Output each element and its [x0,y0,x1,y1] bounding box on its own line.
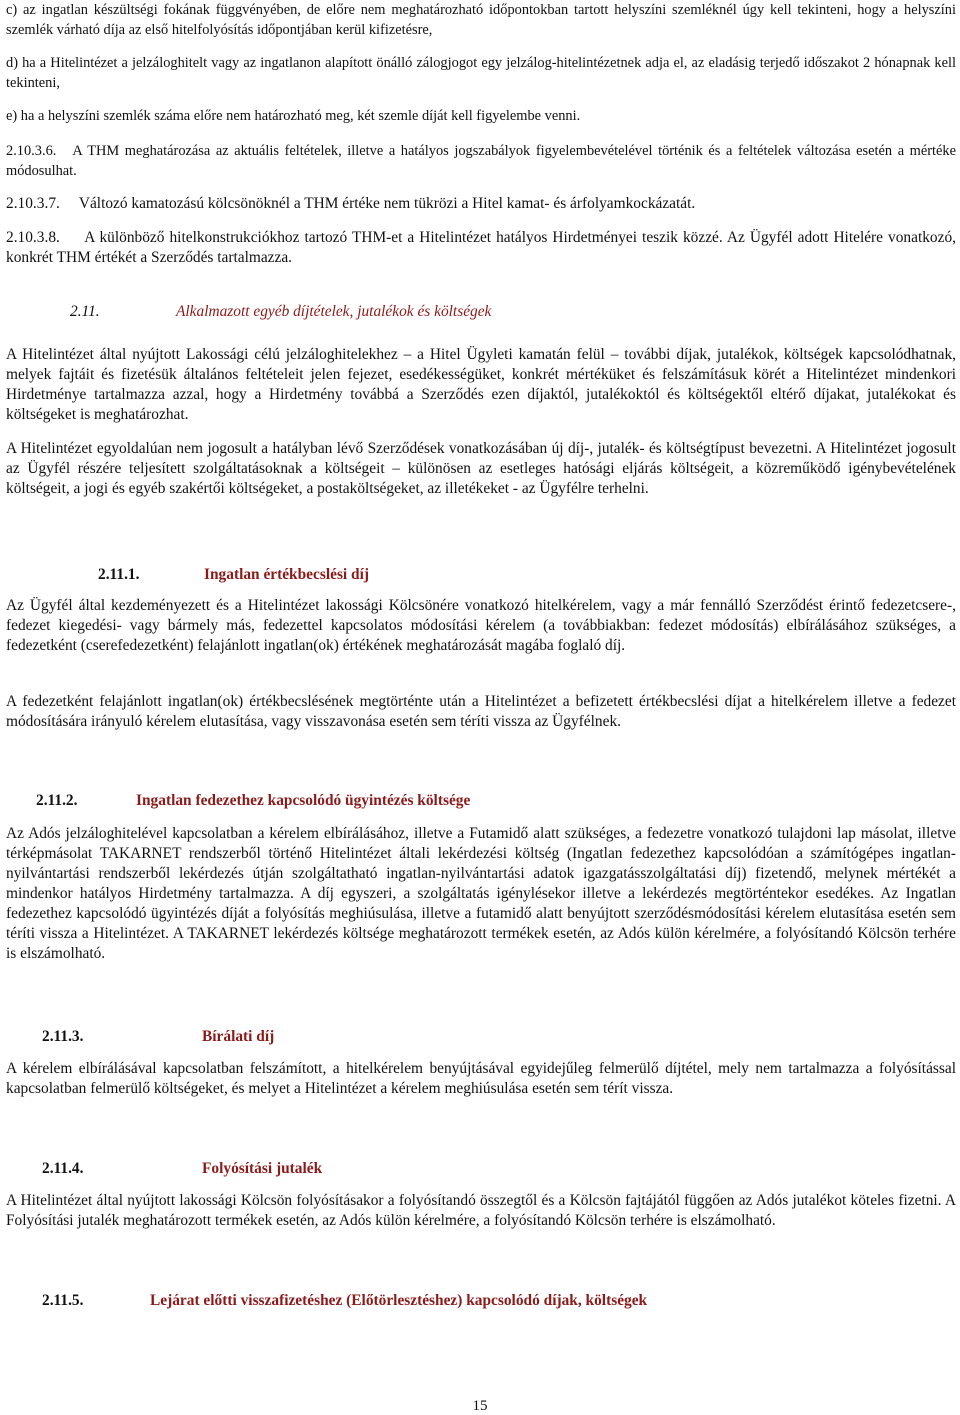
section-title: Lejárat előtti visszafizetéshez (Előtörlesztéshez) kapcsolódó díjak, költségek [150,1292,648,1309]
paragraph-number: 2.10.3.8. [6,229,60,246]
section-number: 2.11.3. [42,1028,84,1045]
paragraph-2-10-3-6 [6,141,956,181]
section-heading-2-11 [70,302,491,322]
section-number: 2.11.5. [42,1292,84,1309]
paragraph-text: A THM meghatározása az aktuális feltételek, illetve a hatályos jogszabályok figyelembevételével történik és a feltételek változása esetén a mértéke módosulhat. [6,143,957,179]
section-number: 2.11.1. [98,566,140,583]
paragraph-number: 2.10.3.7. [6,195,60,212]
paragraph-text: Változó kamatozású kölcsönöknél a THM értéke nem tükrözi a Hitel kamat- és árfolyamkockázatát. [78,195,696,212]
section-heading-2-11-4 [42,1159,322,1179]
paragraph: A Hitelintézet által nyújtott lakossági Kölcsön folyósításakor a folyósítandó összegtől és a Kölcsön fajtájától függően az Adós jutalékot köteles fizetni. A Folyósítási jutalék meghatározott termékek esetén, az Adós külön kérelmére, a folyósítandó Kölcsön terhére is elszámolható. [6,1192,956,1229]
paragraph-2-10-3-8 [6,228,956,268]
paragraph-2-10-3-7 [6,194,956,214]
section-number: 2.11. [70,303,100,320]
section-title: Folyósítási jutalék [202,1160,323,1177]
paragraph: A Hitelintézet egyoldalúan nem jogosult a hatályban lévő Szerződések vonatkozásában új díj-, jutalék- és költségtípust bevezetni. A Hitelintézet jogosult az Ügyfél részére teljesített szolgáltatásoknak a költségeit – különösen az esetleges hatósági eljárás költségeit, a közreműködő igénybevételének költségeit, a jogi és egyéb szakértői költségeket, a postaköltségeket, az illetékeket - az Ügyfélre terhelni. [6,440,956,497]
section-heading-2-11-3 [42,1027,274,1047]
paragraph: A Hitelintézet által nyújtott Lakossági célú jelzáloghitelekhez – a Hitel Ügyleti kamatán felül – további díjak, jutalékok, költségek kapcsolódhatnak, melyek fajtáit és fizetésük általános feltételeit jelen fejezet, esedékességüket, konkrét mértéküket és felszámításuk körét a Hitelintézet mindenkori Hirdetménye tartalmazza azzal, hogy a Hirdetmény továbbá a Szerződés ezen díjaktól, jutalékoktól és költségektől eltérő díjakat, jutalékokat és költségeket is meghatározhat. [6,346,956,423]
list-item-d: d) ha a Hitelintézet a jelzáloghitelt vagy az ingatlanon alapított önálló zálogjogot egy jelzálog-hitelintézetnek adja el, az eladásig terjedő időszakot 2 hónapnak kell tekinteni, [6,55,956,91]
paragraph: Az Adós jelzáloghitelével kapcsolatban a kérelem elbírálásához, illetve a Futamidő alatt szükséges, a fedezetre vonatkozó tulajdoni lap másolat, illetve térképmásolat TAKARNET rendszerből történő Hitelintézet általi lekérdezési költség (Ingatlan fedezethez kapcsolódóan a számítógépes ingatlan-nyilvántartási rendszerből lekérdezés útján szolgáltatható ingatlan-nyilvántartási adatok igazgatásszolgáltatási díj) fizetendő, melynek mértékét a mindenkor hatályos Hirdetmény tartalmazza. A díj egyszeri, a szolgáltatás igénylésekor illetve a lekérdezés megtörténtekor esedékes. Az Ingatlan fedezethez kapcsolódó ügyintézés díját a folyósítás meghiúsulása, illetve a futamidő alatt benyújtott szerződésmódosítási kérelem elutasítása esetén sem téríti vissza a Hitelintézet. A TAKARNET lekérdezés költsége meghatározott termékek esetén, az Adós külön kérelmére, a folyósítandó Kölcsön terhére is elszámolható. [6,825,956,962]
section-title: Ingatlan értékbecslési díj [204,566,370,583]
section-heading-2-11-1 [98,565,369,585]
paragraph: Az Ügyfél által kezdeményezett és a Hitelintézet lakossági Kölcsönére vonatkozó hitelkérelem, vagy a már fennálló Szerződést érintő fedezetcsere-, fedezet kiegedési- vagy bármely más, fedezettel kapcsolatos módosítási kérelem (a továbbiakban: fedezet módosítás) elbírálásához szükséges, a fedezetként (cserefedezetként) felajánlott ingatlan(ok) értékének meghatározását magába foglaló díj. [6,597,956,654]
page-number: 15 [472,1398,488,1414]
paragraph: A kérelem elbírálásával kapcsolatban felszámított, a hitelkérelem benyújtásával egyidejűleg felmerülő díjtétel, mely nem tartalmazza a folyósítással kapcsolatban felmerülő költségeket, és melyet a Hitelintézet a kérelem meghiúsulása esetén sem térít vissza. [6,1060,956,1097]
paragraph-number: 2.10.3.6. [6,143,57,159]
section-heading-2-11-2 [36,791,470,811]
list-item-c: c) az ingatlan készültségi fokának függvényében, de előre nem meghatározható időpontokban tartott helyszíni szemléknél úgy kell tekinteni, hogy a helyszíni szemlék várható díja az első hitelfolyósítás időpontjában kerül kifizetésre, [6,2,956,38]
section-number: 2.11.4. [42,1160,84,1177]
section-title: Alkalmazott egyéb díjtételek, jutalékok és költségek [176,303,492,320]
section-title: Ingatlan fedezethez kapcsolódó ügyintézés költsége [136,792,471,809]
paragraph-text: A különböző hitelkonstrukciókhoz tartozó THM-et a Hitelintézet hatályos Hirdetményei teszik közzé. Az Ügyfél adott Hitelére vonatkozó, konkrét THM értékét a Szerződés tartalmazza. [6,229,956,266]
paragraph: A fedezetként felajánlott ingatlan(ok) értékbecslésének megtörténte után a Hitelintézet a befizetett értékbecslési díjat a hitelkérelem illetve a fedezet módosítására irányuló kérelem elutasítása, vagy visszavonása esetén sem téríti vissza az Ügyfélnek. [6,693,956,730]
list-item-e: e) ha a helyszíni szemlék száma előre nem határozható meg, két szemle díját kell figyelembe venni. [6,108,581,124]
section-heading-2-11-5 [42,1291,647,1311]
section-title: Bírálati díj [202,1028,275,1045]
section-number: 2.11.2. [36,792,78,809]
